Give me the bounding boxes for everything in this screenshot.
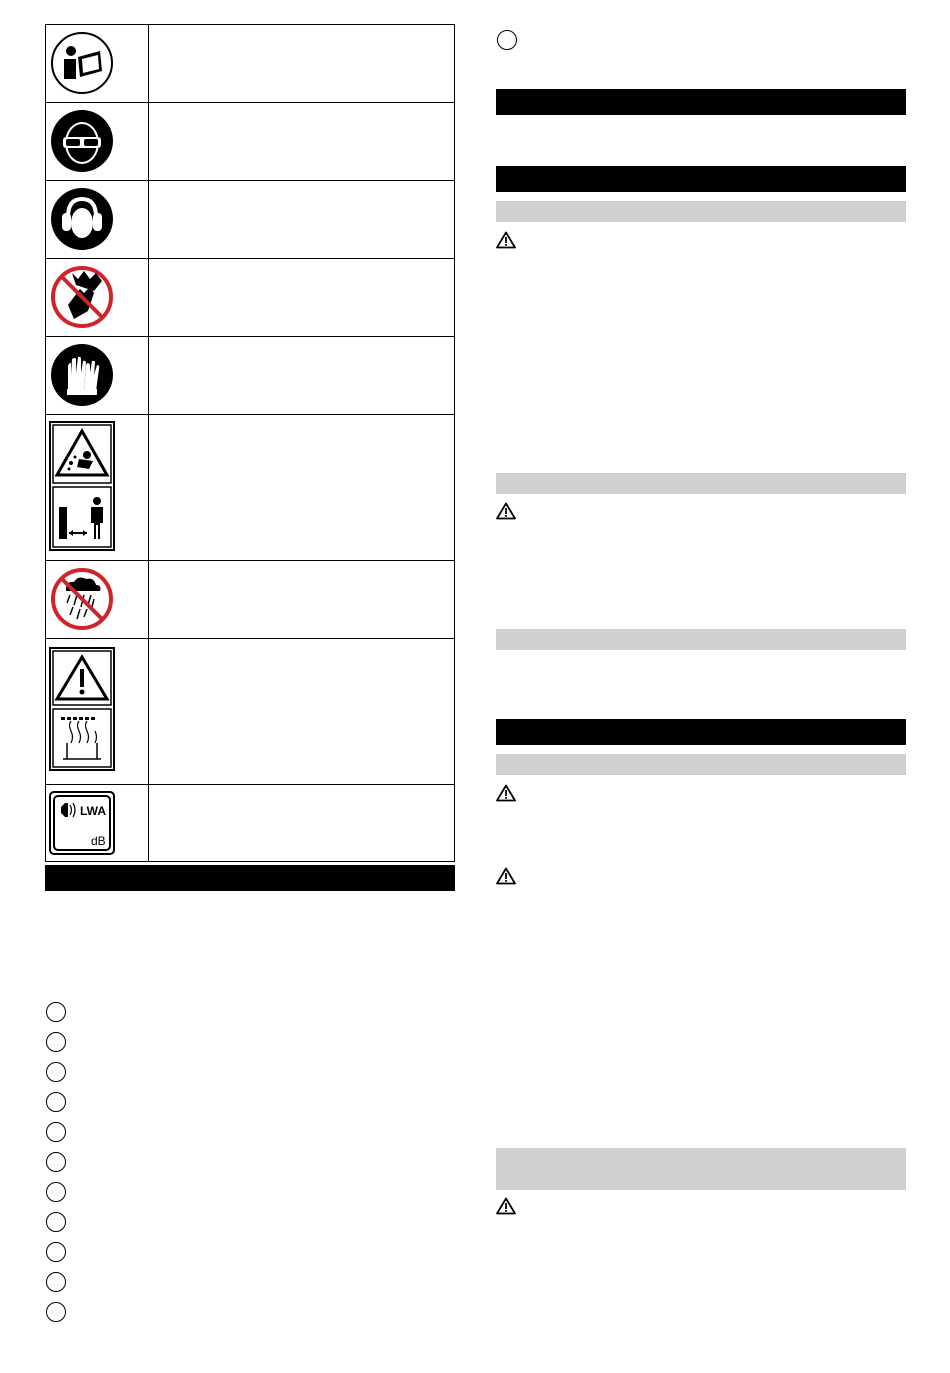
symbol-icon-cell: [46, 561, 149, 638]
symbol-text-cell: [150, 415, 454, 560]
warning-icon: [496, 784, 516, 802]
number-circle-5: [46, 1122, 66, 1142]
ear-protection-icon: [50, 187, 114, 251]
number-circle-4: [46, 1092, 66, 1112]
symbol-text-cell: [150, 639, 454, 784]
symbol-row-ear-protection: [46, 181, 454, 259]
number-circle-11: [46, 1302, 66, 1322]
gloves-icon: [50, 343, 114, 407]
symbol-text-cell: [150, 103, 454, 180]
subsection-header-bar: [496, 754, 906, 775]
symbol-row-gloves: [46, 337, 454, 415]
symbol-icon-cell: [46, 415, 149, 560]
symbol-row-read-manual: [46, 25, 454, 103]
warning-icon: [496, 1197, 516, 1215]
symbol-row-thrown-objects: [46, 415, 454, 561]
symbol-text-cell: [150, 25, 454, 102]
db-label: dB: [91, 834, 106, 848]
symbol-icon-cell: [46, 337, 149, 414]
thrown-objects-keep-distance-icon: [49, 421, 115, 551]
eye-protection-icon: [50, 109, 114, 173]
symbol-text-cell: [150, 337, 454, 414]
warning-icon: [496, 231, 516, 249]
symbol-text-cell: [150, 785, 454, 861]
warning-icon: [496, 867, 516, 885]
symbol-row-eye-protection: [46, 103, 454, 181]
number-circle-9: [46, 1242, 66, 1262]
symbol-row-no-hands: [46, 259, 454, 337]
number-circle-8: [46, 1212, 66, 1232]
section-header-bar: [45, 865, 455, 891]
number-circle-6: [46, 1152, 66, 1172]
section-header-bar: [496, 89, 906, 115]
number-circle-10: [46, 1272, 66, 1292]
number-circle-7: [46, 1182, 66, 1202]
subsection-header-bar: [496, 629, 906, 650]
symbol-table: [45, 24, 455, 862]
symbol-icon-cell: [46, 259, 149, 336]
symbol-row-no-rain: [46, 561, 454, 639]
symbol-icon-cell: [46, 639, 149, 784]
number-circle-2: [46, 1032, 66, 1052]
warning-icon: [496, 502, 516, 520]
subsection-header-bar: [496, 201, 906, 222]
number-circle-1: [46, 1002, 66, 1022]
sound-power-icon: [49, 791, 115, 855]
section-header-bar: [496, 166, 906, 192]
subsection-header-bar: [496, 473, 906, 494]
symbol-row-sound-power: [46, 785, 454, 861]
read-manual-icon: [50, 31, 114, 95]
symbol-icon-cell: [46, 181, 149, 258]
section-header-bar: [496, 719, 906, 745]
symbol-icon-cell: [46, 25, 149, 102]
symbol-icon-cell: [46, 103, 149, 180]
no-hands-blades-icon: [50, 265, 114, 329]
symbol-text-cell: [150, 259, 454, 336]
subsection-header-bar-tall: [496, 1148, 906, 1190]
lwa-label: LWA: [80, 804, 106, 818]
symbol-icon-cell: [46, 785, 149, 861]
symbol-text-cell: [150, 181, 454, 258]
symbol-row-warning-hot: [46, 639, 454, 785]
symbol-text-cell: [150, 561, 454, 638]
warning-hot-surface-icon: [49, 647, 115, 771]
no-rain-icon: [50, 567, 114, 631]
number-circle-3: [46, 1062, 66, 1082]
number-circle-12: [497, 30, 517, 50]
